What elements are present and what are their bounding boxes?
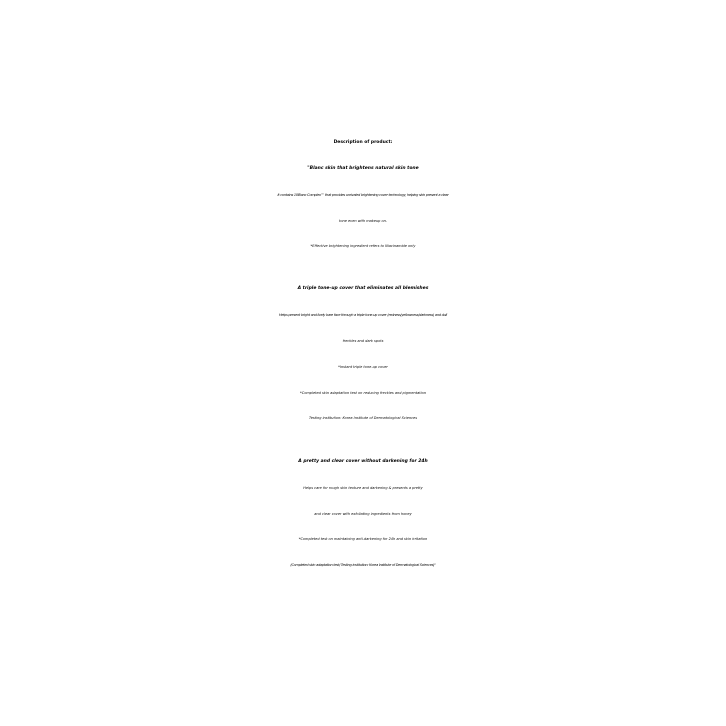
section-2-title: A triple tone-up cover that eliminates all blemishes: [297, 286, 429, 291]
section-1-line-1: It contains 10Blanc Complex™ that provides unrivaled brightening cover technology, helping skin present a clear: [277, 193, 449, 197]
section-3-line-2: and clear cover with exfoliating ingredients from honey: [314, 512, 412, 516]
section-2-line-5: Testing institution: Korea Institute of Dermatological Sciences: [308, 416, 418, 420]
section-3-line-3: *Completed test on maintaining anti-darkening for 24h and skin irritation: [298, 537, 428, 541]
section-1-line-3: *Effective brightening ingredient refers to Niacinamide only: [310, 244, 416, 248]
section-1-title: "Blanc skin that brightens natural skin tone: [307, 166, 419, 171]
section-2-line-3: *Instant triple tone-up cover: [338, 365, 388, 369]
section-3-line-4: (Completed skin adaptation test/ Testing institution: Korea Institute of Dermatological Sciences)": [290, 563, 436, 567]
section-3-line-1: Helps care for rough skin texture and darkening & presents a pretty: [303, 486, 423, 490]
section-2-line-1: Helps present bright and lively bare face through a triple tone-up cover (redness/yellowness/darkness) and dull: [278, 313, 448, 317]
section-2-line-2: freckles and dark spots: [342, 339, 384, 343]
description-heading: Description of product:: [333, 140, 393, 145]
section-2-line-4: *Completed skin adaptation test on reducing freckles and pigmentation: [300, 391, 426, 395]
section-1-line-2: tone even with makeup on.: [338, 219, 387, 223]
section-3-title: A pretty and clear cover without darkening for 24h: [298, 459, 428, 464]
